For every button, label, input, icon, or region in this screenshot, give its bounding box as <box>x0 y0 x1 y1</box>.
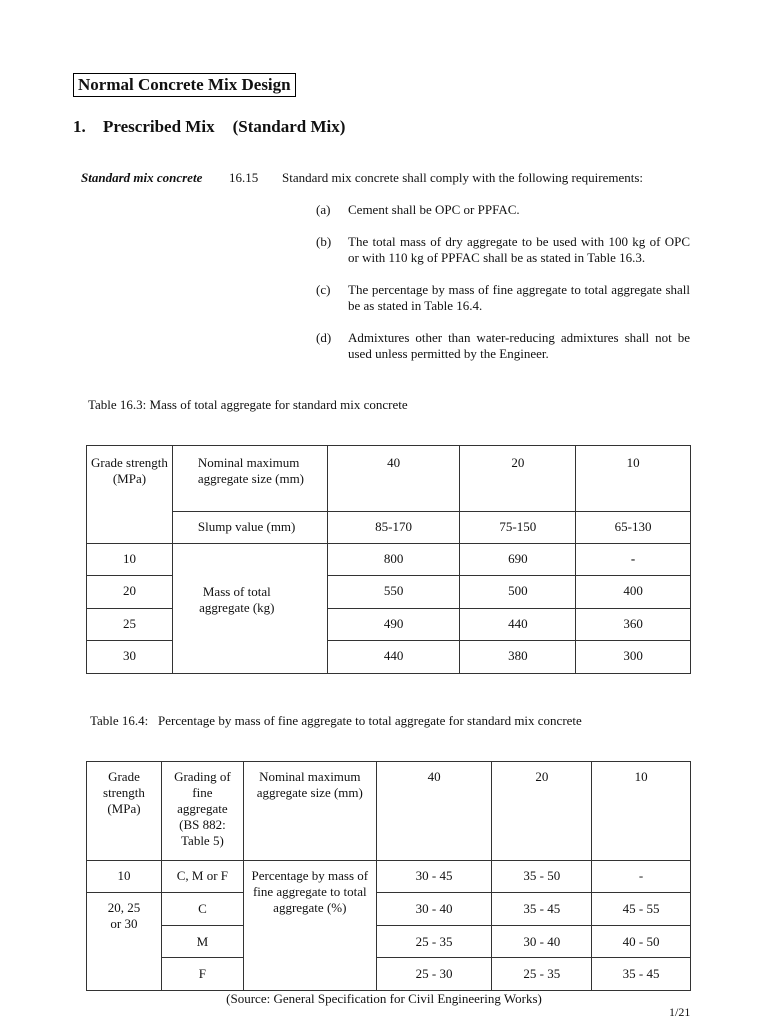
requirement-label: (a) <box>316 202 331 217</box>
table-row <box>87 958 691 991</box>
grade-cell: 25 <box>87 609 173 641</box>
value-cell: 500 <box>460 576 576 609</box>
grade-cell: 30 <box>87 641 173 674</box>
section-heading <box>73 117 345 137</box>
header-size: 20 <box>492 762 592 861</box>
grading-cell: C, M or F <box>161 861 243 893</box>
value-cell: 380 <box>460 641 576 674</box>
table-16-4-caption: Table 16.4: Percentage by mass of fine aggregate to total aggregate for standard mix concrete <box>90 713 582 728</box>
requirement-label: (b) <box>316 234 332 249</box>
grade-cell: 10 <box>87 544 173 576</box>
value-cell: 35 - 45 <box>492 893 592 926</box>
value-cell: 35 - 50 <box>492 861 592 893</box>
requirement-text: Cement shall be OPC or PPFAC. <box>348 202 520 217</box>
requirement-text: The total mass of dry aggregate to be used with 100 kg of OPC or with 110 kg of PPFAC shall be as stated in Table 16.3. <box>348 234 690 265</box>
header-grading: Grading of fine aggregate (BS 882: Table 5) <box>161 762 243 861</box>
section-title: Prescribed Mix <box>103 117 215 136</box>
header-size: 40 <box>376 762 492 861</box>
header-nominal-size: Nominal maximum aggregate size (mm) <box>172 446 327 512</box>
grade-cell: 20, 25 or 30 <box>87 893 162 991</box>
value-cell: 550 <box>327 576 460 609</box>
table-row <box>87 861 691 893</box>
table-16-3 <box>86 445 691 674</box>
value-cell: 45 - 55 <box>592 893 691 926</box>
requirement-label: (c) <box>316 282 331 297</box>
value-cell: 30 - 40 <box>492 926 592 958</box>
clause-intro: Standard mix concrete shall comply with the following requirements: <box>282 170 644 185</box>
document-title: Normal Concrete Mix Design <box>73 73 296 97</box>
table-16-4 <box>86 761 691 991</box>
grading-cell: M <box>161 926 243 958</box>
header-size: 10 <box>576 446 691 512</box>
value-cell: 25 - 30 <box>376 958 492 991</box>
value-cell: 490 <box>327 609 460 641</box>
value-cell: 400 <box>576 576 691 609</box>
page-number: 1/21 <box>669 1005 691 1019</box>
header-size: 40 <box>327 446 460 512</box>
value-cell: 440 <box>460 609 576 641</box>
value-cell: 25 - 35 <box>492 958 592 991</box>
header-slump: Slump value (mm) <box>172 512 327 544</box>
table-row <box>87 544 691 576</box>
value-cell: 690 <box>460 544 576 576</box>
slump-value: 85-170 <box>327 512 460 544</box>
header-grade: Grade strength (MPa) <box>87 762 162 861</box>
value-cell: 40 - 50 <box>592 926 691 958</box>
mass-label: Mass of total aggregate (kg) <box>172 544 327 674</box>
value-cell: 35 - 45 <box>592 958 691 991</box>
header-nominal-size: Nominal maximum aggregate size (mm) <box>243 762 376 861</box>
section-subtitle: (Standard Mix) <box>232 117 346 136</box>
clause-label: Standard mix concrete <box>81 170 203 185</box>
grading-cell: F <box>161 958 243 991</box>
value-cell: 800 <box>327 544 460 576</box>
slump-value: 75-150 <box>460 512 576 544</box>
value-cell: 25 - 35 <box>376 926 492 958</box>
grade-cell: 20 <box>87 576 173 609</box>
value-cell: 30 - 40 <box>376 893 492 926</box>
requirement-text: Admixtures other than water-reducing admixtures shall not be used unless permitted by the Engineer. <box>348 330 690 361</box>
header-size: 10 <box>592 762 691 861</box>
header-grade: Grade strength (MPa) <box>87 446 173 544</box>
grading-cell: C <box>161 893 243 926</box>
value-cell: 440 <box>327 641 460 674</box>
grade-cell: 10 <box>87 861 162 893</box>
section-number: 1. <box>73 117 86 136</box>
value-cell: 300 <box>576 641 691 674</box>
requirement-text: The percentage by mass of fine aggregate to total aggregate shall be as stated in Table 16.4. <box>348 282 690 313</box>
value-cell: 30 - 45 <box>376 861 492 893</box>
requirement-label: (d) <box>316 330 332 345</box>
value-cell: - <box>576 544 691 576</box>
value-cell: - <box>592 861 691 893</box>
source-note: (Source: General Specification for Civil Engineering Works) <box>226 991 542 1006</box>
slump-value: 65-130 <box>576 512 691 544</box>
table-row <box>87 893 691 926</box>
clause-number: 16.15 <box>229 170 259 185</box>
value-cell: 360 <box>576 609 691 641</box>
table-row <box>87 926 691 958</box>
table-16-3-caption: Table 16.3: Mass of total aggregate for standard mix concrete <box>88 397 408 412</box>
header-size: 20 <box>460 446 576 512</box>
percentage-label: Percentage by mass of fine aggregate to total aggregate (%) <box>243 861 376 991</box>
